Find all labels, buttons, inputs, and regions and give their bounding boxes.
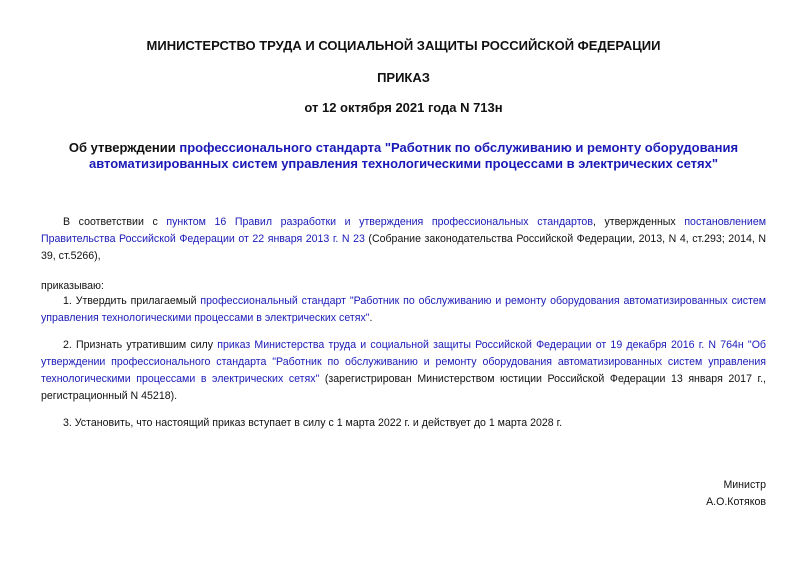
order-date: от 12 октября 2021 года N 713н — [304, 100, 503, 115]
paragraph-item-1 — [41, 293, 766, 327]
p3-text-2: (зарегистрирован Министерством юстиции Российской Федерации 13 января 2017 г., регистрационный N 45218). — [41, 373, 767, 402]
standard-link[interactable]: профессиональный стандарт "Работник по обслуживанию и ремонту оборудования автоматизированных систем управления технологическими процессами в электрических сетях" — [41, 295, 766, 324]
paragraph-basis — [41, 214, 766, 265]
signature-position: Министр — [723, 479, 766, 491]
order-heading: ПРИКАЗ — [377, 70, 430, 85]
government-decree-link[interactable]: постановлением Правительства Российской Федерации от 22 января 2013 г. N 23 — [41, 216, 767, 245]
document-title — [40, 140, 767, 172]
p1-text-3: (Собрание законодательства Российской Федерации, 2013, N 4, ст.293; 2014, N 39, ст.5266), — [41, 233, 766, 262]
ministry-heading: МИНИСТЕРСТВО ТРУДА И СОЦИАЛЬНОЙ ЗАЩИТЫ РОССИЙСКОЙ ФЕДЕРАЦИИ — [146, 38, 661, 53]
paragraph-item-3: 3. Установить, что настоящий приказ вступает в силу с 1 марта 2022 г. и действует до 1 марта 2028 г. — [63, 417, 563, 429]
p1-text-2: , утвержденных — [592, 216, 685, 228]
signature-name: А.О.Котяков — [706, 496, 766, 508]
rules-link[interactable]: пунктом 16 Правил разработки и утверждения профессиональных стандартов — [166, 216, 593, 228]
p1-text-1: В соответствии с — [63, 216, 167, 228]
previous-order-link[interactable]: приказ Министерства труда и социальной защиты Российской Федерации от 19 декабря 2016 г. N 764н "Об утверждении профессионального стандарта "Работник по обслуживанию и ремонту оборудования автоматизированных систем управления технологическими процессами в электрических сетях" — [41, 339, 766, 385]
order-word: приказываю: — [41, 280, 104, 292]
p2-text-2: . — [369, 312, 373, 324]
paragraph-item-2 — [41, 337, 766, 405]
title-standard-link[interactable]: профессионального стандарта "Работник по обслуживанию и ремонту оборудования автоматизированных систем управления технологическими процессами в электрических сетях" — [89, 140, 739, 171]
p2-text-1: 1. Утвердить прилагаемый — [63, 295, 201, 307]
p3-text-1: 2. Признать утратившим силу — [63, 339, 218, 351]
title-prefix: Об утверждении — [68, 140, 180, 155]
